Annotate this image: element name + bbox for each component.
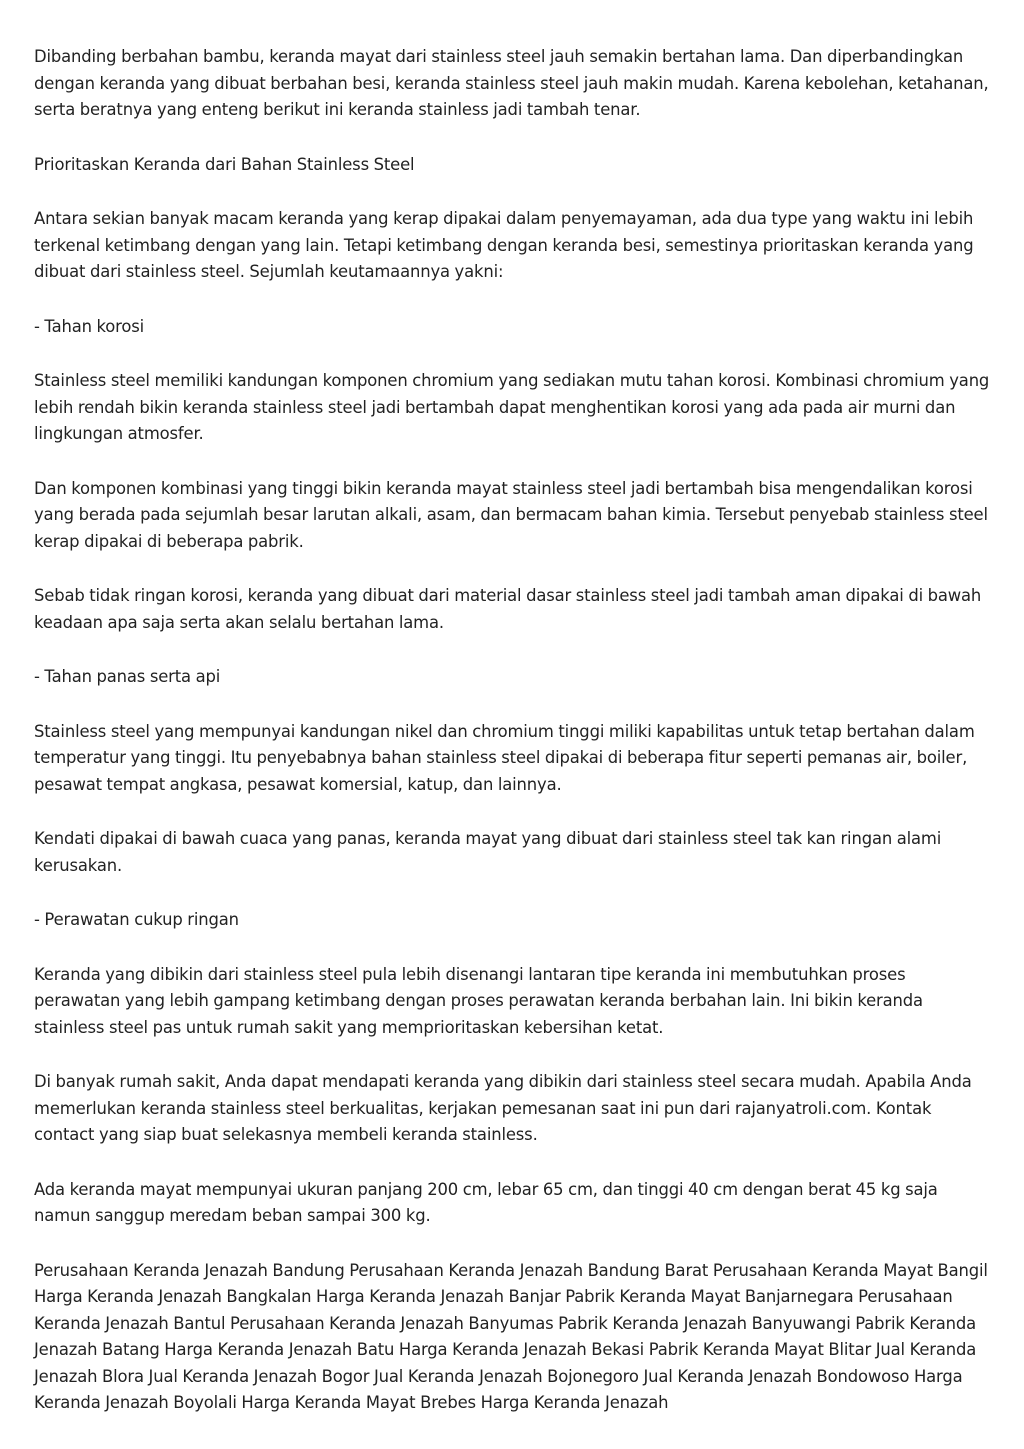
- paragraph-intro: Dibanding berbahan bambu, keranda mayat dari stainless steel jauh semakin bertahan lama. Dan diperbandingkan dengan keranda yang dibuat berbahan besi, keranda stainless steel jauh makin mudah. Karena kebolehan, ketahanan, serta beratnya yang enteng berikut ini keranda stainless jadi tambah tenar.: [34, 47, 989, 119]
- list-heading-tahan-panas: - Tahan panas serta api: [34, 667, 221, 686]
- paragraph-kombinasi: Dan komponen kombinasi yang tinggi bikin keranda mayat stainless steel jadi bertambah bisa mengendalikan korosi yang berada pada sejumlah besar larutan alkali, asam, dan bermacam bahan kimia. Tersebut penyebab stainless steel kerap dipakai di beberapa pabrik.: [34, 478, 988, 551]
- paragraph-aman: Sebab tidak ringan korosi, keranda yang dibuat dari material dasar stainless steel jadi tambah aman dipakai di bawah keadaan apa saja serta akan selalu bertahan lama.: [34, 586, 982, 632]
- paragraph-cuaca: Kendati dipakai di bawah cuaca yang panas, keranda mayat yang dibuat dari stainless steel tak kan ringan alami kerusakan.: [34, 829, 942, 875]
- document-body: [34, 44, 994, 1445]
- list-heading-perawatan: - Perawatan cukup ringan: [34, 910, 239, 929]
- paragraph-rumah-sakit: Di banyak rumah sakit, Anda dapat mendapati keranda yang dibikin dari stainless steel secara mudah. Apabila Anda memerlukan keranda stainless steel berkualitas, kerjakan pemesanan saat ini pun dari rajanyatroli.com. Kontak contact yang siap buat selekasnya membeli keranda stainless.: [34, 1072, 972, 1144]
- paragraph-chromium: Stainless steel memiliki kandungan komponen chromium yang sediakan mutu tahan korosi. Kombinasi chromium yang lebih rendah bikin keranda stainless steel jadi bertambah dapat menghentikan korosi yang ada pada air murni dan lingkungan atmosfer.: [34, 371, 990, 443]
- list-heading-tahan-korosi: - Tahan korosi: [34, 316, 145, 336]
- section-heading-prioritaskan: Prioritaskan Keranda dari Bahan Stainless Steel: [34, 154, 415, 174]
- paragraph-nikel: Stainless steel yang mempunyai kandungan nikel dan chromium tinggi miliki kapabilitas untuk tetap bertahan dalam temperatur yang tinggi. Itu penyebabnya bahan stainless steel dipakai di beberapa fitur seperti pemanas air, boiler, pesawat tempat angkasa, pesawat komersial, katup, dan lainnya.: [34, 721, 975, 794]
- paragraph-keywords: Perusahaan Keranda Jenazah Bandung Perusahaan Keranda Jenazah Bandung Barat Perusahaan Keranda Mayat Bangil Harga Keranda Jenazah Bangkalan Harga Keranda Jenazah Banjar Pabrik Keranda Mayat Banjarnegara Perusahaan Keranda Jenazah Bantul Perusahaan Keranda Jenazah Banyumas Pabrik Keranda Jenazah Banyuwangi Pabrik Keranda Jenazah Batang Harga Keranda Jenazah Batu Harga Keranda Jenazah Bekasi Pabrik Keranda Mayat Blitar Jual Keranda Jenazah Blora Jual Keranda Jenazah Bogor Jual Keranda Jenazah Bojonegoro Jual Keranda Jenazah Bondowoso Harga Keranda Jenazah Boyolali Harga Keranda Mayat Brebes Harga Keranda Jenazah: [34, 1260, 988, 1412]
- paragraph-types: Antara sekian banyak macam keranda yang kerap dipakai dalam penyemayaman, ada dua type yang waktu ini lebih terkenal ketimbang dengan yang lain. Tetapi ketimbang dengan keranda besi, semestinya prioritaskan keranda yang dibuat dari stainless steel. Sejumlah keutamaannya yakni:: [34, 209, 974, 281]
- paragraph-perawatan: Keranda yang dibikin dari stainless steel pula lebih disenangi lantaran tipe keranda ini membutuhkan proses perawatan yang lebih gampang ketimbang dengan proses perawatan keranda berbahan lain. Ini bikin keranda stainless steel pas untuk rumah sakit yang memprioritaskan kebersihan ketat.: [34, 964, 923, 1037]
- paragraph-ukuran: Ada keranda mayat mempunyai ukuran panjang 200 cm, lebar 65 cm, dan tinggi 40 cm dengan berat 45 kg saja namun sanggup meredam beban sampai 300 kg.: [34, 1179, 938, 1225]
